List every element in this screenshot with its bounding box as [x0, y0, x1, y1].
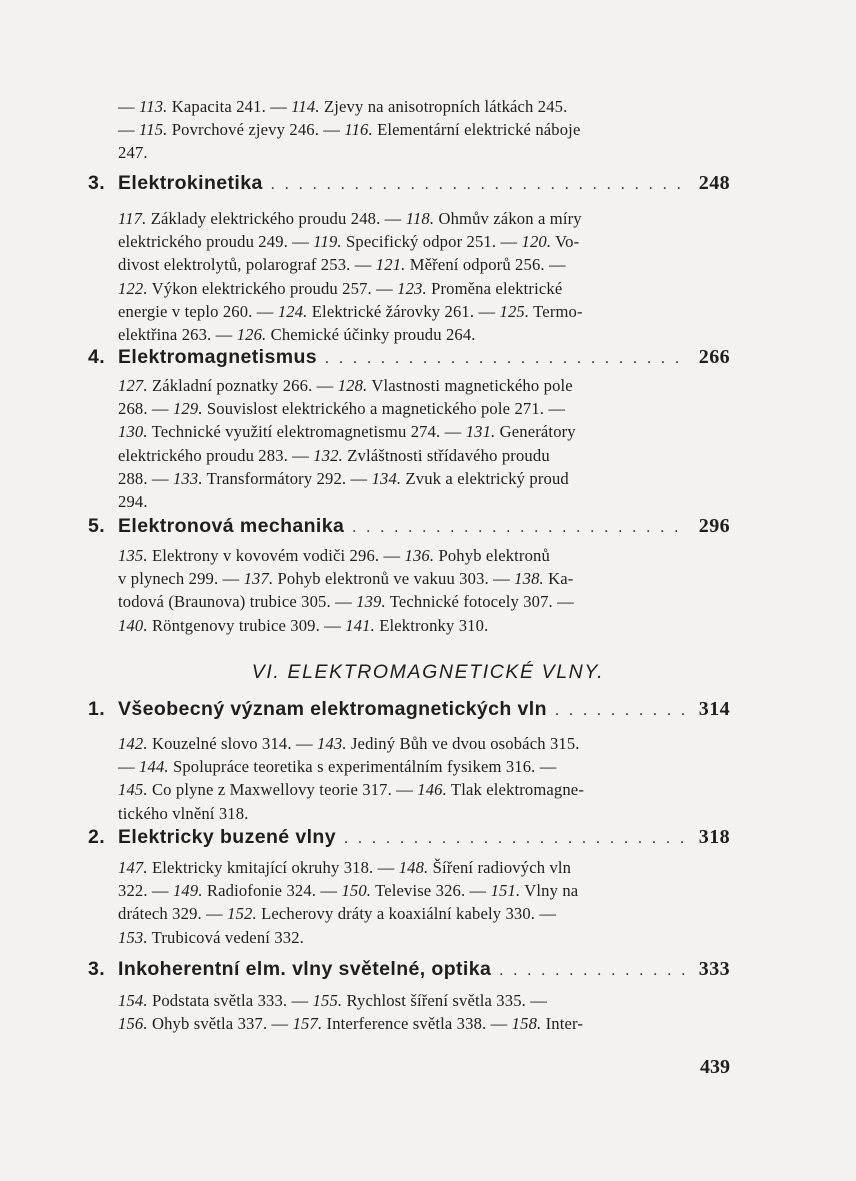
- leader-dots: [344, 830, 689, 848]
- section-paragraph: [118, 856, 728, 949]
- text-line: 154. Podstata světla 333. — 155. Rychlost šíření světla 335. —: [118, 991, 547, 1010]
- section-number: 5.: [88, 515, 106, 537]
- section-elektromagnetismus: [88, 346, 730, 369]
- text-line: 322. — 149. Radiofonie 324. — 150. Televise 326. — 151. Vlny na: [118, 881, 579, 901]
- leader-dots: [352, 519, 689, 537]
- section-number: 2.: [88, 826, 106, 848]
- leader-dots: [271, 176, 689, 194]
- text-line: 142. Kouzelné slovo 314. — 143. Jediný Bůh ve dvou osobách 315.: [118, 734, 580, 753]
- section-title: Elektronová mechanika: [118, 515, 345, 537]
- text-line: elektrického proudu 283. — 132. Zvláštnosti střídavého proudu: [118, 445, 550, 465]
- text-line: 288. — 133. Transformátory 292. — 134. Zvuk a elektrický proud: [118, 468, 569, 488]
- text-line: 247.: [118, 143, 148, 163]
- section-paragraph: [118, 207, 728, 346]
- section-paragraph: [118, 374, 728, 513]
- section-title: Elektricky buzené vlny: [118, 826, 336, 848]
- section-page: 318: [698, 826, 730, 848]
- text-line: tického vlnění 318.: [118, 803, 249, 823]
- section-number: 1.: [88, 698, 106, 720]
- leader-dots: [325, 350, 689, 368]
- section-paragraph: [118, 544, 728, 637]
- section-page: 333: [698, 958, 730, 980]
- section-elektronova-mechanika: [88, 515, 730, 538]
- text-line: 156. Ohyb světla 337. — 157. Interference světla 338. — 158. Inter-: [118, 1014, 584, 1034]
- text-line: 153. Trubicová vedení 332.: [118, 927, 304, 947]
- text-line: elektrického proudu 249. — 119. Specifický odpor 251. — 120. Vo-: [118, 232, 580, 252]
- text-line: 294.: [118, 492, 148, 512]
- leader-dots: [499, 962, 689, 980]
- text-line: — 113. Kapacita 241. — 114. Zjevy na anisotropních látkách 245.: [118, 97, 568, 116]
- text-line: 268. — 129. Souvislost elektrického a magnetického pole 271. —: [118, 399, 566, 419]
- text-line: — 115. Povrchové zjevy 246. — 116. Elementární elektrické náboje: [118, 120, 581, 140]
- section-title: Všeobecný význam elektromagnetických vln: [118, 698, 547, 720]
- section-elektricky-buzene-vlny: [88, 826, 730, 849]
- text-line: 122. Výkon elektrického proudu 257. — 123. Proměna elektrické: [118, 278, 563, 298]
- section-page: 314: [698, 698, 730, 720]
- section-paragraph: [118, 732, 728, 825]
- section-number: 3.: [88, 958, 106, 980]
- section-paragraph: [118, 989, 728, 1035]
- text-line: — 144. Spolupráce teoretika s experimentálním fysikem 316. —: [118, 757, 557, 777]
- text-line: 140. Röntgenovy trubice 309. — 141. Elektronky 310.: [118, 615, 489, 635]
- section-page: 296: [698, 515, 730, 537]
- section-page: 248: [698, 172, 730, 194]
- page-number: 439: [700, 1056, 730, 1078]
- text-line: drátech 329. — 152. Lecherovy dráty a koaxiální kabely 330. —: [118, 904, 557, 924]
- section-title: Elektromagnetismus: [118, 346, 318, 368]
- leader-dots: [555, 702, 689, 720]
- text-line: divost elektrolytů, polarograf 253. — 121. Měření odporů 256. —: [118, 255, 566, 275]
- text-line: energie v teplo 260. — 124. Elektrické žárovky 261. — 125. Termo-: [118, 301, 583, 321]
- text-line: 135. Elektrony v kovovém vodiči 296. — 136. Pohyb elektronů: [118, 546, 550, 565]
- section-number: 3.: [88, 172, 106, 194]
- section-inkoherentni-vlny: [88, 958, 730, 981]
- section-title: Inkoherentní elm. vlny světelné, optika: [118, 958, 492, 980]
- part-heading: VI. ELEKTROMAGNETICKÉ VLNY.: [251, 661, 605, 683]
- text-line: 147. Elektricky kmitající okruhy 318. — 148. Šíření radiových vln: [118, 858, 572, 877]
- section-elektrokinetika: [88, 172, 730, 195]
- section-vseobecny-vyznam: [88, 698, 730, 721]
- text-line: 130. Technické využití elektromagnetismu 274. — 131. Generátory: [118, 422, 576, 442]
- text-line: 145. Co plyne z Maxwellovy teorie 317. — 146. Tlak elektromagne-: [118, 780, 584, 800]
- intro-paragraph: [118, 95, 728, 165]
- section-title: Elektrokinetika: [118, 172, 263, 194]
- text-line: todová (Braunova) trubice 305. — 139. Technické fotocely 307. —: [118, 592, 574, 612]
- text-line: 127. Základní poznatky 266. — 128. Vlastnosti magnetického pole: [118, 376, 573, 395]
- text-line: v plynech 299. — 137. Pohyb elektronů ve vakuu 303. — 138. Ka-: [118, 569, 574, 589]
- section-page: 266: [698, 346, 730, 368]
- text-line: 117. Základy elektrického proudu 248. — 118. Ohmův zákon a míry: [118, 209, 582, 228]
- section-number: 4.: [88, 346, 106, 368]
- text-line: elektřina 263. — 126. Chemické účinky proudu 264.: [118, 325, 476, 345]
